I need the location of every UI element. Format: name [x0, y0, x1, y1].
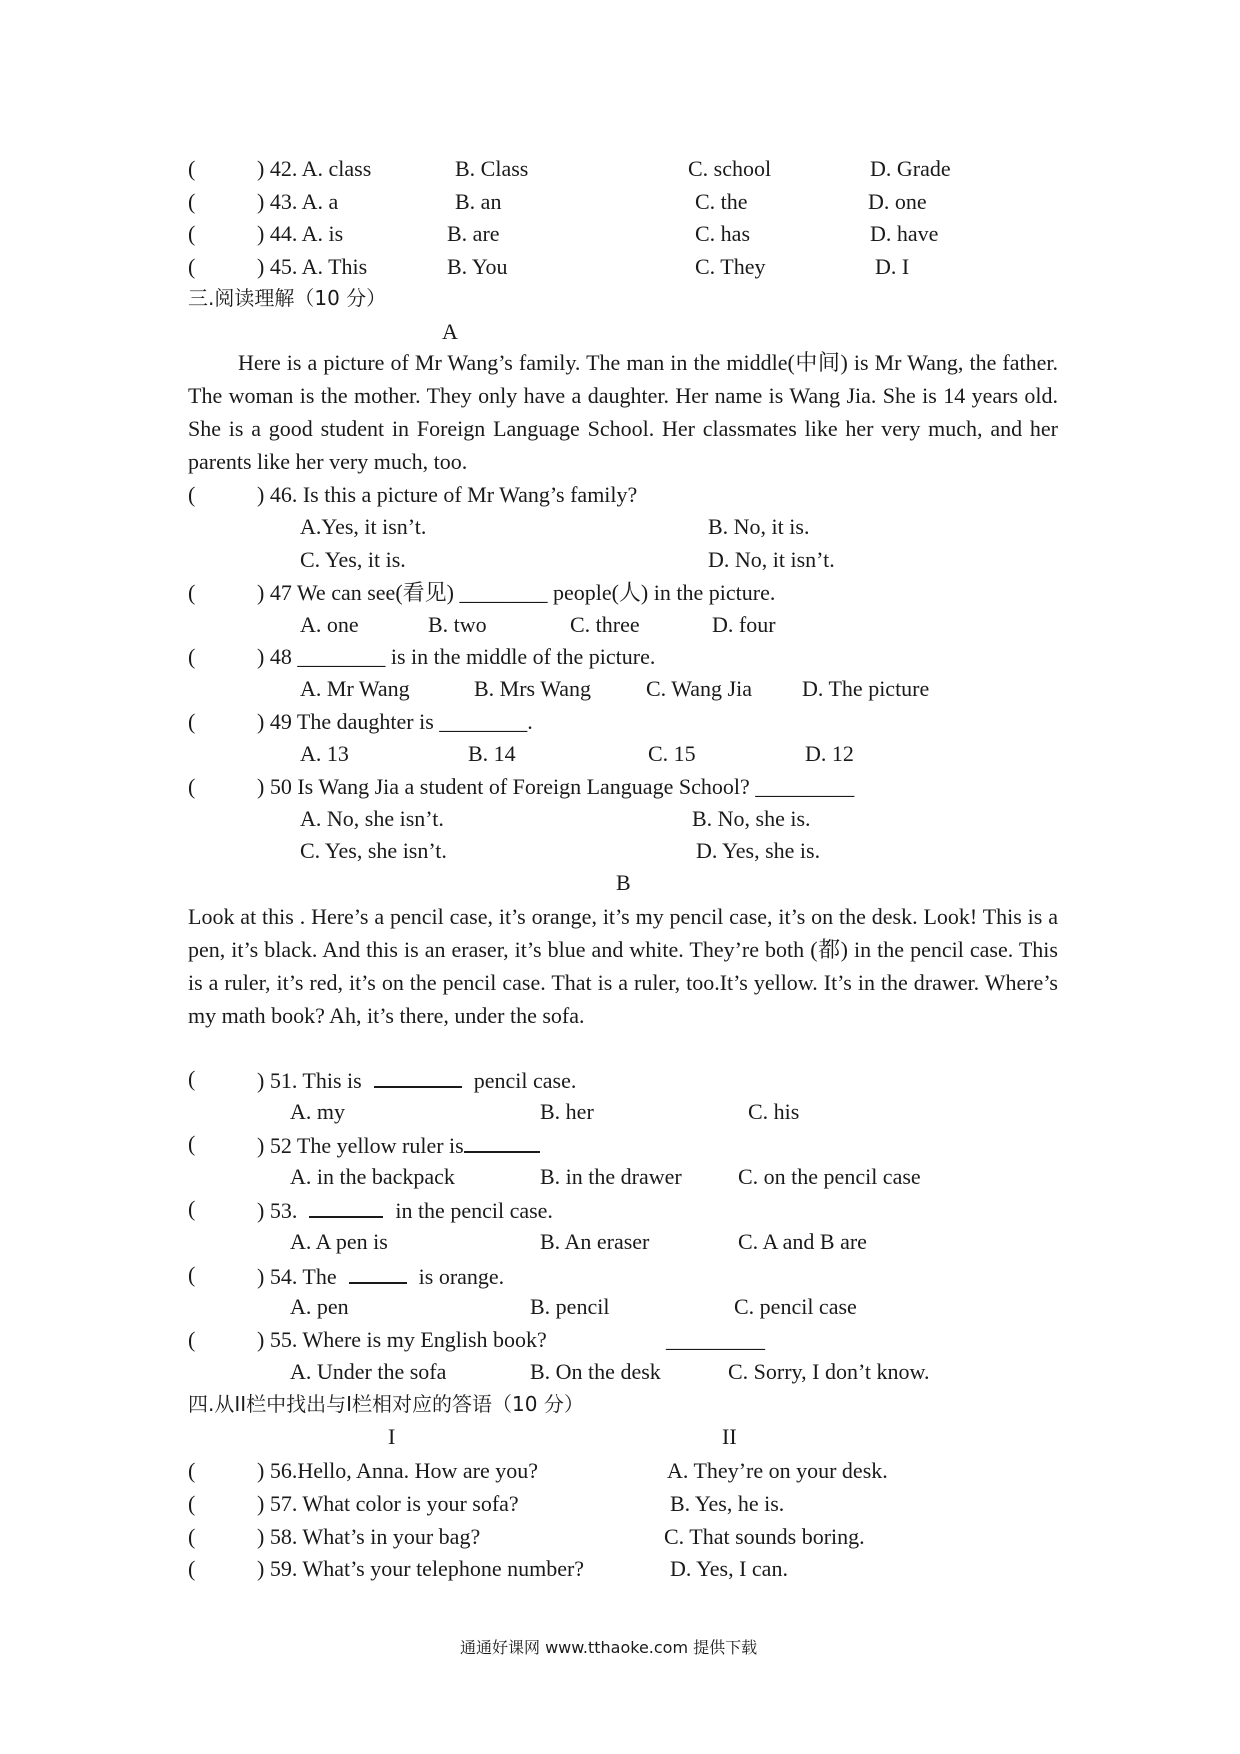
- answer-paren: (: [188, 1491, 196, 1516]
- question-47-option-b: B. two: [428, 612, 487, 637]
- matching-answer: A. They’re on your desk.: [667, 1458, 888, 1483]
- question-52-option-b: B. in the drawer: [540, 1164, 682, 1189]
- question-49-stem: ) 49 The daughter is ________.: [257, 709, 533, 734]
- answer-paren: (: [188, 1524, 196, 1549]
- question-46-option-d: D. No, it isn’t.: [708, 547, 835, 572]
- matching-question: ) 59. What’s your telephone number?: [257, 1556, 585, 1581]
- option-b: B. an: [455, 189, 502, 214]
- option-b: B. Class: [455, 156, 529, 181]
- question-49-option-b: B. 14: [468, 741, 516, 766]
- question-55-option-a: A. Under the sofa: [290, 1359, 447, 1384]
- question-48-stem: ) 48 ________ is in the middle of the picture.: [257, 644, 656, 669]
- matching-answer: B. Yes, he is.: [670, 1491, 785, 1516]
- passage-b-label: B: [616, 870, 631, 895]
- column-two-label: II: [722, 1424, 737, 1449]
- question-55-option-b: B. On the desk: [530, 1359, 661, 1384]
- matching-answer: D. Yes, I can.: [670, 1556, 788, 1581]
- question-46-option-a: A.Yes, it isn’t.: [300, 514, 427, 539]
- question-46-option-c: C. Yes, it is.: [300, 547, 406, 572]
- question-47-option-a: A. one: [300, 612, 359, 637]
- passage-a-label: A: [442, 319, 458, 344]
- answer-paren: (: [188, 189, 196, 214]
- question-47-option-d: D. four: [712, 612, 776, 637]
- question-55-blank: _________: [666, 1327, 765, 1352]
- question-54-suffix: is orange.: [418, 1264, 505, 1289]
- question-53-option-a: A. A pen is: [290, 1229, 388, 1254]
- answer-paren: (: [188, 580, 196, 605]
- question-51-suffix: pencil case.: [473, 1068, 577, 1093]
- question-48-option-a: A. Mr Wang: [300, 676, 410, 701]
- question-49-option-a: A. 13: [300, 741, 349, 766]
- answer-paren: (: [188, 221, 196, 246]
- question-55-option-c: C. Sorry, I don’t know.: [728, 1359, 930, 1384]
- question-54-option-a: A. pen: [290, 1294, 349, 1319]
- answer-blank: [309, 1198, 383, 1218]
- option-c: C. They: [695, 254, 766, 279]
- item-stem: ) 42. A. class: [257, 156, 372, 181]
- question-54-prefix: ) 54. The: [257, 1264, 337, 1289]
- matching-answer: C. That sounds boring.: [664, 1524, 865, 1549]
- question-51-option-b: B. her: [540, 1099, 594, 1124]
- page-footer: 通通好课网 www.tthaoke.com 提供下载: [460, 1638, 758, 1657]
- question-54-stem: [257, 1264, 504, 1288]
- question-54-option-c: C. pencil case: [734, 1294, 857, 1319]
- passage-a-text: Here is a picture of Mr Wang’s family. The man in the middle(中间) is Mr Wang, the father. The woman is the mother. They only have a daughter. Her name is Wang Jia. She is 14 years old. She is a good student in Foreign Language School. Her classmates like her very much, and her parents like her very much, too.: [188, 350, 1058, 474]
- answer-paren: (: [188, 644, 196, 669]
- option-d: D. have: [870, 221, 939, 246]
- question-55-stem: ) 55. Where is my English book?: [257, 1327, 547, 1352]
- matching-question: ) 56.Hello, Anna. How are you?: [257, 1458, 539, 1483]
- question-53-prefix: ) 53.: [257, 1198, 298, 1223]
- question-51-prefix: ) 51. This is: [257, 1068, 362, 1093]
- question-48-option-b: B. Mrs Wang: [474, 676, 591, 701]
- option-b: B. You: [447, 254, 508, 279]
- answer-paren: (: [188, 1327, 196, 1352]
- question-48-option-c: C. Wang Jia: [646, 676, 752, 701]
- question-50-option-a: A. No, she isn’t.: [300, 806, 444, 831]
- matching-question: ) 58. What’s in your bag?: [257, 1524, 481, 1549]
- option-d: D. one: [868, 189, 927, 214]
- question-47-stem: ) 47 We can see(看见) ________ people(人) in the picture.: [257, 580, 776, 605]
- answer-paren: (: [188, 1066, 196, 1091]
- question-50-option-b: B. No, she is.: [692, 806, 811, 831]
- answer-paren: (: [188, 1458, 196, 1483]
- answer-paren: (: [188, 1556, 196, 1581]
- option-c: C. has: [695, 221, 750, 246]
- question-51-option-a: A. my: [290, 1099, 345, 1124]
- question-53-option-c: C. A and B are: [738, 1229, 867, 1254]
- answer-paren: (: [188, 254, 196, 279]
- question-50-stem: ) 50 Is Wang Jia a student of Foreign Language School? _________: [257, 774, 855, 799]
- option-c: C. school: [688, 156, 772, 181]
- section-three-title: 三.阅读理解（10 分）: [188, 286, 387, 310]
- option-d: D. Grade: [870, 156, 951, 181]
- answer-paren: (: [188, 482, 196, 507]
- question-46-stem: ) 46. Is this a picture of Mr Wang’s family?: [257, 482, 638, 507]
- question-54-option-b: B. pencil: [530, 1294, 610, 1319]
- question-46-option-b: B. No, it is.: [708, 514, 810, 539]
- matching-question: ) 57. What color is your sofa?: [257, 1491, 519, 1516]
- question-52-stem: [257, 1133, 540, 1157]
- passage-b-text: Look at this . Here’s a pencil case, it’s orange, it’s my pencil case, it’s on the desk. Look! This is a pen, it’s black. And this is an eraser, it’s blue and white. They’re both (都) in the pencil case. This is a ruler, it’s red, it’s on the pencil case. That is a ruler, too.It’s yellow. It’s in the drawer. Where’s my math book? Ah, it’s there, under the sofa.: [188, 904, 1058, 1028]
- question-51-option-c: C. his: [748, 1099, 800, 1124]
- column-one-label: I: [388, 1424, 396, 1449]
- answer-blank: [374, 1068, 462, 1088]
- answer-paren: (: [188, 774, 196, 799]
- question-53-suffix: in the pencil case.: [395, 1198, 553, 1223]
- item-stem: ) 43. A. a: [257, 189, 339, 214]
- question-51-stem: [257, 1068, 576, 1092]
- question-50-option-c: C. Yes, she isn’t.: [300, 838, 447, 863]
- question-48-option-d: D. The picture: [802, 676, 930, 701]
- option-d: D. I: [875, 254, 910, 279]
- item-stem: ) 44. A. is: [257, 221, 344, 246]
- question-52-option-c: C. on the pencil case: [738, 1164, 921, 1189]
- option-b: B. are: [447, 221, 500, 246]
- answer-paren: (: [188, 156, 196, 181]
- answer-paren: (: [188, 709, 196, 734]
- question-53-option-b: B. An eraser: [540, 1229, 650, 1254]
- answer-blank: [349, 1264, 407, 1284]
- question-47-option-c: C. three: [570, 612, 640, 637]
- question-50-option-d: D. Yes, she is.: [696, 838, 821, 863]
- answer-paren: (: [188, 1262, 196, 1287]
- question-52-option-a: A. in the backpack: [290, 1164, 455, 1189]
- option-c: C. the: [695, 189, 748, 214]
- question-49-option-c: C. 15: [648, 741, 696, 766]
- question-49-option-d: D. 12: [805, 741, 854, 766]
- item-stem: ) 45. A. This: [257, 254, 368, 279]
- answer-blank: [464, 1133, 540, 1153]
- question-53-stem: [257, 1198, 553, 1222]
- question-52-prefix: ) 52 The yellow ruler is: [257, 1133, 464, 1158]
- answer-paren: (: [188, 1131, 196, 1156]
- section-four-title: 四.从II栏中找出与I栏相对应的答语（10 分）: [188, 1392, 584, 1416]
- answer-paren: (: [188, 1196, 196, 1221]
